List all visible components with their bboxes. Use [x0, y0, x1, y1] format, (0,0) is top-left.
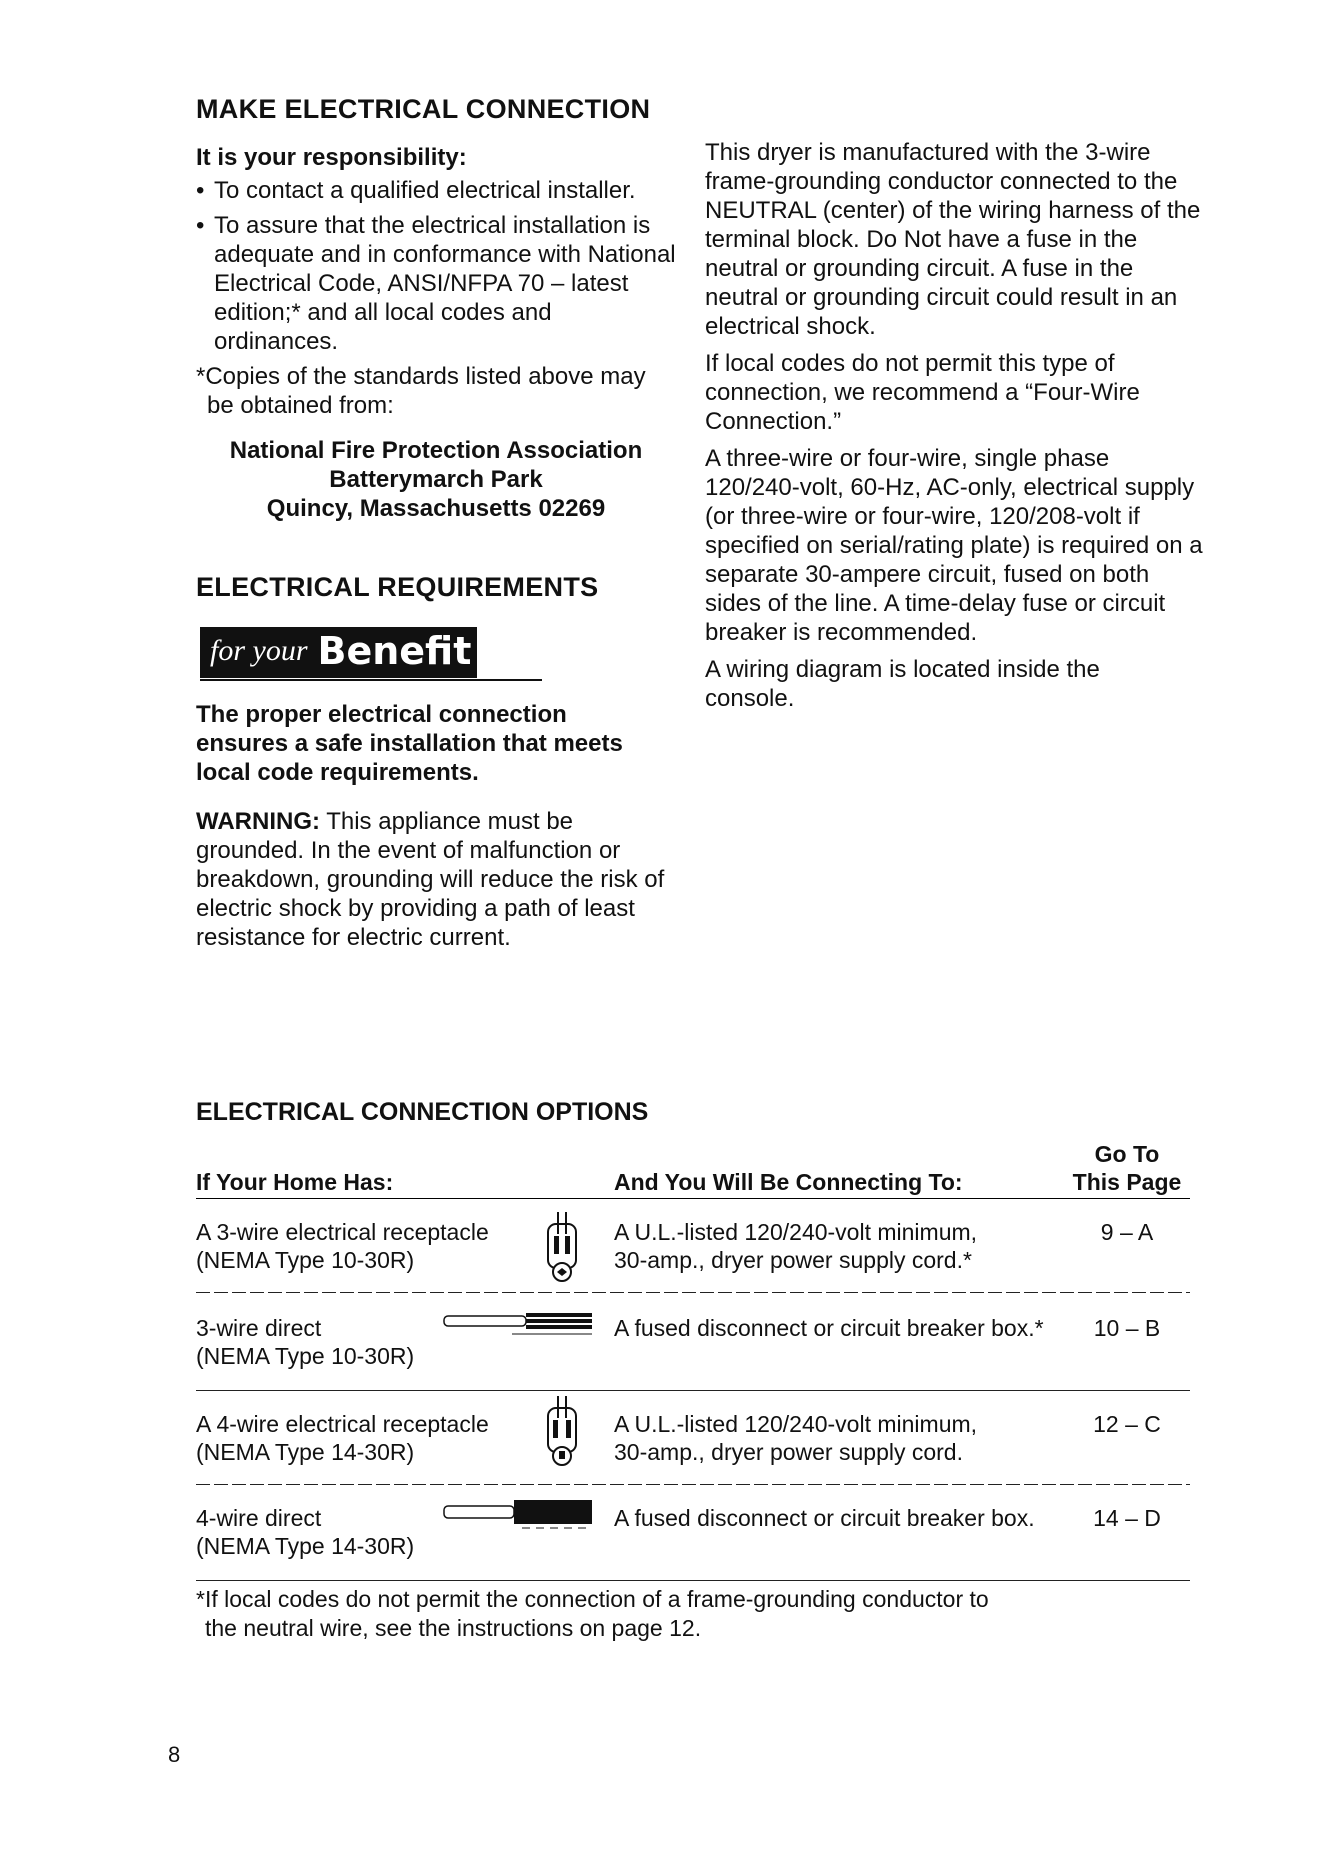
row-connect-2: 30-amp., dryer power supply cord.*	[614, 1247, 972, 1273]
supply-paragraph: A three-wire or four-wire, single phase 120/240-volt, 60-Hz, AC-only, electrical supply (or three-wire or four-wire, 120/208-volt if specified on serial/rating plate) is required on a separate 30-ampere circuit, fused on both sides of the line. A time-delay fuse or circuit breaker is recommended.	[705, 445, 1203, 646]
row-connect-1: A fused disconnect or circuit breaker box.	[614, 1505, 1035, 1531]
4-prong-receptacle-icon	[540, 1394, 584, 1468]
row-home-1: A 4-wire electrical receptacle	[196, 1411, 489, 1437]
col-goto-header-1: Go To	[1094, 1141, 1160, 1167]
responsibility-section	[196, 143, 676, 420]
benefit-underline	[200, 679, 542, 681]
address-line: Batterymarch Park	[329, 466, 543, 493]
options-heading: ELECTRICAL CONNECTION OPTIONS	[196, 1098, 649, 1126]
benefit-logo-big: Benefit	[317, 629, 472, 673]
nfpa-address	[196, 436, 676, 523]
col-home-header: If Your Home Has:	[196, 1169, 394, 1195]
row-connect-2: 30-amp., dryer power supply cord.	[614, 1439, 963, 1465]
4-wire-cable-icon	[442, 1500, 594, 1530]
bullet-item: • To assure that the electrical installation is adequate and in conformance with National Electrical Code, ANSI/NFPA 70 – latest edition;* and all local codes and ordinances.	[196, 211, 676, 356]
warning-paragraph	[196, 807, 676, 952]
right-column	[705, 138, 1205, 713]
page-number: 8	[168, 1742, 181, 1767]
row-connect-1: A U.L.-listed 120/240-volt minimum,	[614, 1411, 978, 1437]
local-codes-paragraph: If local codes do not permit this type of connection, we recommend a “Four-Wire Connection.”	[705, 350, 1140, 435]
col-goto-header-2: This Page	[1072, 1169, 1182, 1195]
header-rule	[196, 1198, 1190, 1199]
options-footnote: *If local codes do not permit the connection of a frame-grounding conductor to the neutral wire, see the instructions on page 12.	[196, 1586, 989, 1641]
col-connect-header: And You Will Be Connecting To:	[614, 1169, 963, 1195]
row-rule	[196, 1390, 1190, 1391]
row-rule	[196, 1580, 1190, 1581]
warning-text: This appliance must be grounded. In the event of malfunction or breakdown, grounding will reduce the risk of electric shock by providing a path of least resistance for electric current.	[196, 808, 665, 951]
benefit-logo-small: for your	[210, 634, 308, 667]
row-rule	[196, 1292, 1190, 1293]
bullet-item: • To contact a qualified electrical installer.	[196, 176, 676, 205]
benefit-text: The proper electrical connection ensures a safe installation that meets local code requirements.	[196, 701, 623, 786]
row-home-1: 4-wire direct	[196, 1505, 322, 1531]
row-home-2: (NEMA Type 10-30R)	[196, 1343, 415, 1369]
make-connection-heading: MAKE ELECTRICAL CONNECTION	[196, 94, 651, 124]
copies-note: *Copies of the standards listed above may be obtained from:	[196, 363, 646, 419]
address-line: Quincy, Massachusetts 02269	[266, 495, 606, 522]
responsibility-list	[196, 176, 676, 356]
row-home-2: (NEMA Type 14-30R)	[196, 1533, 415, 1559]
row-home-1: A 3-wire electrical receptacle	[196, 1219, 489, 1245]
options-table	[196, 1138, 1190, 1598]
responsibility-label: It is your responsibility:	[196, 144, 467, 171]
row-home-2: (NEMA Type 14-30R)	[196, 1439, 415, 1465]
row-home-1: 3-wire direct	[196, 1315, 322, 1341]
row-rule	[196, 1484, 1190, 1485]
row-goto: 14 – D	[1093, 1505, 1161, 1531]
3-prong-receptacle-icon	[540, 1210, 584, 1284]
wiring-diagram-paragraph: A wiring diagram is located inside the console.	[705, 656, 1100, 712]
electrical-requirements-heading: ELECTRICAL REQUIREMENTS	[196, 572, 599, 602]
row-home-2: (NEMA Type 10-30R)	[196, 1247, 415, 1273]
for-your-benefit-logo	[200, 627, 477, 678]
row-connect-1: A fused disconnect or circuit breaker box.*	[614, 1315, 1044, 1341]
row-goto: 9 – A	[1100, 1219, 1154, 1245]
row-goto: 10 – B	[1093, 1315, 1161, 1341]
address-line: National Fire Protection Association	[229, 437, 643, 464]
row-connect-1: A U.L.-listed 120/240-volt minimum,	[614, 1219, 978, 1245]
conductor-paragraph: This dryer is manufactured with the 3-wire frame-grounding conductor connected to the NEUTRAL (center) of the wiring harness of the terminal block. Do Not have a fuse in the neutral or grounding circuit. A fuse in the neutral or grounding circuit could result in an electrical shock.	[705, 139, 1201, 340]
3-wire-cable-icon	[442, 1310, 594, 1340]
warning-label: WARNING:	[196, 808, 320, 835]
row-goto: 12 – C	[1093, 1411, 1161, 1437]
